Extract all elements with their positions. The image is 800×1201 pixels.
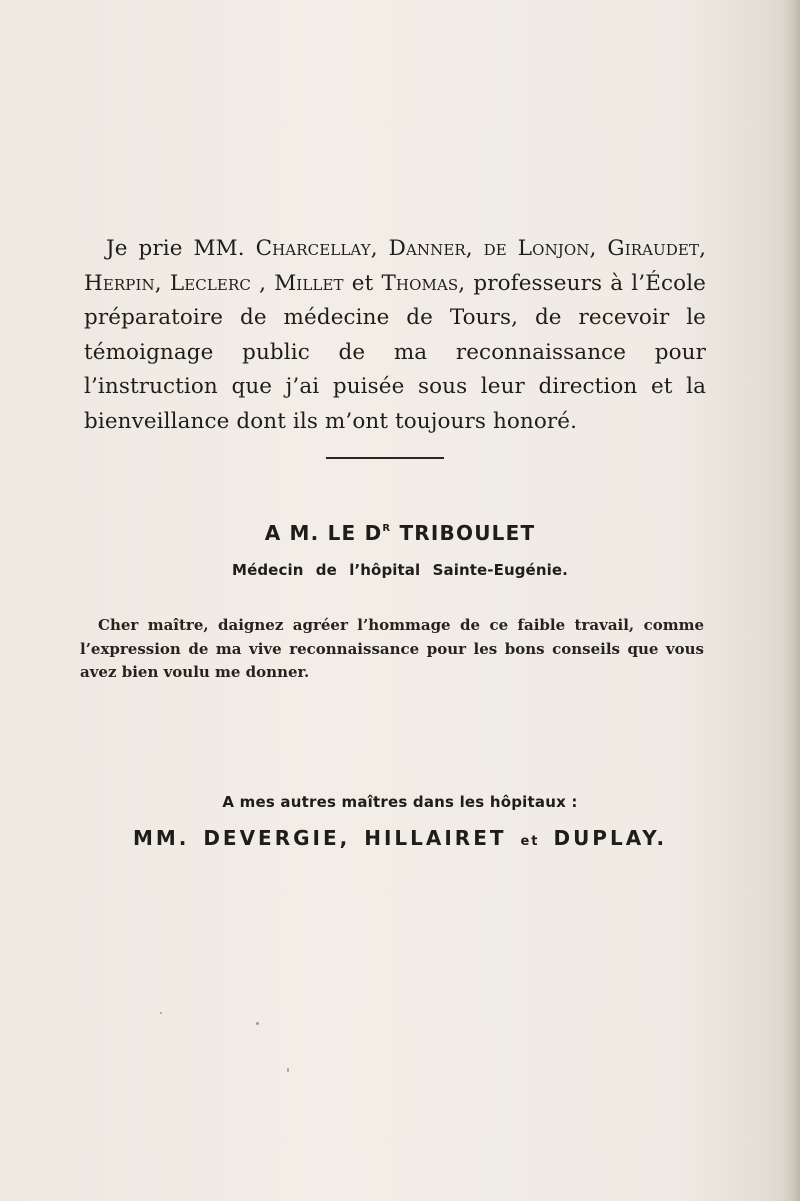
professor-name: Giraudet [607,236,700,261]
professor-name: Danner [388,236,466,261]
title-superscript: R [382,523,392,534]
masters-names-suffix: DUPLAY. [553,826,668,850]
section-divider [326,457,444,459]
separator: , [154,270,170,296]
separator: , [699,236,707,261]
professor-name: Charcellay [255,236,371,261]
dedication-paragraph [84,232,706,439]
masters-conjunction: et [520,834,540,849]
professor-name: Herpin [84,270,155,296]
separator: , [465,236,484,261]
professor-name: Thomas [381,270,459,296]
separator: , [370,236,389,261]
dedication-text: Je prie MM. [106,236,256,261]
professor-name: Leclerc [169,270,251,296]
separator: , [250,270,275,296]
letter-text: Cher maître, daignez agréer l’hommage de ce faible travail, comme l’expression de ma vive reconnaissance pour les bons conseils que vous avez bien voulu me donner. [80,616,704,681]
dedication-text: , professeurs à l’École préparatoire de médecine de Tours, de recevoir le témoignage public de ma reconnaissance pour l’instruction que j’ai puisée sous leur direction et la bienveillance dont ils m’ont toujours honoré. [84,270,706,434]
paper-speck [256,1022,259,1025]
page-edge-shadow [782,0,800,1201]
masters-names-prefix: MM. DEVERGIE, HILLAIRET [132,826,507,850]
professor-name: de Lonjon [483,236,590,261]
masters-heading: A mes autres maîtres dans les hôpitaux : [222,793,578,811]
separator: , [589,236,608,261]
masters-names [0,826,800,850]
professor-name: Millet [274,270,344,296]
separator: et [343,270,382,296]
tribute-subtitle: Médecin de l’hôpital Sainte-Eugénie. [232,561,568,579]
tribute-letter [80,614,704,685]
paper-speck [287,1068,289,1072]
tribute-title [0,521,800,545]
title-name: TRIBOULET [399,521,536,545]
title-prefix: A M. LE D [264,521,383,545]
paper-speck [160,1012,162,1014]
